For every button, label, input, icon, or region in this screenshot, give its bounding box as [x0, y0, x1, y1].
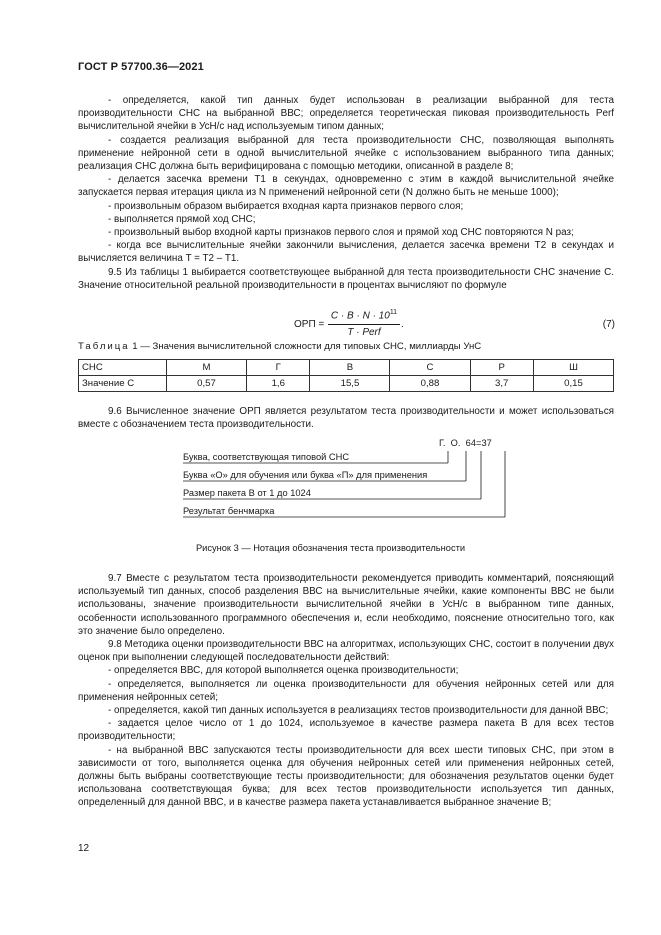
notation-code — [439, 438, 492, 448]
formula-7 — [282, 306, 622, 342]
paragraph-9-7: 9.7 Вместе с результатом теста производительности рекомендуется приводить комментарий, поясняющий используемый тип данных, способ разделения ВВС на вычислительные ячейки, какие компоненты ВВС не были использованы, значение производительности вычислительной ячейки в УсН/с в выбранном типе данных, особенности использованного программного обеспечения и, если необходимо, пояснение относительно того, как это значение было определено. — [78, 573, 614, 637]
table-row — [79, 376, 614, 392]
paragraph: - выполняется прямой ход СНС; — [108, 213, 256, 225]
table-caption-text: 1 — Значения вычислительной сложности для типовых СНС, миллиарды УнС — [132, 341, 482, 352]
formula-numerator — [328, 306, 400, 323]
table-cell: 15,5 — [310, 376, 390, 392]
code-batch-size: 64 — [465, 438, 476, 448]
table-header-cell: М — [167, 360, 247, 376]
table-cell: 3,7 — [470, 376, 533, 392]
fraction-bar — [328, 324, 400, 325]
paragraph: - задается целое число от 1 до 1024, используемое в качестве размера пакета B для всех тестов производительности; — [78, 718, 614, 743]
paragraph: - определяется, какой тип данных будет использован в реализации выбранной для теста производительности СНС на выбранной ВВС; определяется теоретическая пиковая производительность Perf вычислительной ячейки в УсН/с над используемым типом данных; — [78, 95, 614, 133]
table-header-cell: Г — [247, 360, 310, 376]
document-header: ГОСТ Р 57700.36—2021 — [78, 61, 204, 73]
paragraph: - делается засечка времени T1 в секундах, одновременно с этим в каждой вычислительной ячейке запускается первая итерация цикла из N применений нейронной сети (N должно быть не меньше 1000); — [78, 174, 614, 199]
text-block-methodology-steps — [78, 94, 614, 292]
paragraph: - когда все вычислительные ячейки закончили вычисления, делается засечка времени T2 в секундах и вычисляется величина T = T2 – T1. — [78, 240, 614, 265]
formula-number: (7) — [602, 319, 615, 330]
figure-3-notation-diagram — [183, 438, 513, 533]
table-header-cell: Р — [470, 360, 533, 376]
code-result: 37 — [481, 438, 492, 448]
paragraph-9-6: 9.6 Вычисленное значение ОРП является результатом теста производительности и может использоваться вместе с обозначением теста производительности. — [78, 406, 614, 431]
notation-label: Размер пакета B от 1 до 1024 — [183, 488, 311, 498]
paragraph: - определяется, какой тип данных используется в реализациях тестов производительности для данной ВВС; — [108, 705, 609, 717]
code-equals: = — [476, 438, 482, 448]
paragraph: - на выбранной ВВС запускаются тесты производительности для всех шести типовых СНС, при этом в зависимости от того, выполняется оценка для обучения нейронных сетей или применения нейронных сетей, должны быть выбраны соответствующие тесты производительности; для обозначения результатов оценки будет использована соответствующая буква; для всех тестов производительности используется тип данных, определенный для данной ВВС, и в качестве размера пакета устанавливается выбранное значение B; — [78, 744, 614, 809]
paragraph-9-8: 9.8 Методика оценки производительности ВВС на алгоритмах, использующих СНС, состоит в получении двух оценок при выполнении следующей последовательности действий: — [78, 639, 614, 664]
notation-label: Буква, соответствующая типовой СНС — [183, 452, 350, 462]
formula-numerator-text: C · B · N · 10 — [330, 310, 390, 322]
table-cell: 0,15 — [533, 376, 613, 392]
table-header-cell: СНС — [79, 360, 167, 376]
table-caption-prefix: Таблица — [78, 341, 130, 352]
table-1-caption — [78, 341, 481, 352]
formula-fraction — [328, 306, 400, 340]
table-cell: 1,6 — [247, 376, 310, 392]
figure-3-caption: Рисунок 3 — Нотация обозначения теста производительности — [195, 543, 466, 553]
paragraph: - определяется, выполняется ли оценка производительности для обучения нейронных сетей или для применения нейронных сетей; — [78, 678, 614, 703]
paragraph: - произвольный выбор входной карты признаков первого слоя и прямой ход СНС повторяются N раз; — [108, 227, 574, 239]
formula-denominator: T · Perf — [347, 327, 381, 339]
table-row-label: Значение C — [79, 376, 167, 392]
table-header-cell: Ш — [533, 360, 613, 376]
page-number: 12 — [78, 843, 90, 854]
table-cell: 0,57 — [167, 376, 247, 392]
paragraph: - определяется ВВС, для которой выполняется оценка производительности; — [108, 665, 459, 677]
notation-label: Результат бенчмарка — [183, 506, 275, 516]
table-cell: 0,88 — [390, 376, 470, 392]
paragraph: - создается реализация выбранной для теста производительности СНС, позволяющая выполнять применение нейронной сети в одной вычислительной ячейке с использованием выбранного типа данных; реализация СНС должна быть верифицирована с помощью методики, описанной в разделе 8; — [78, 134, 614, 173]
table-1 — [78, 359, 614, 392]
table-header-cell: В — [310, 360, 390, 376]
text-block-9-6 — [78, 405, 614, 431]
text-block-9-7-9-8 — [78, 572, 614, 810]
table-header-row — [79, 360, 614, 376]
notation-label: Буква «О» для обучения или буква «П» для применения — [183, 470, 428, 480]
formula-period: . — [401, 319, 404, 330]
table-header-cell: С — [390, 360, 470, 376]
paragraph-9-5: 9.5 Из таблицы 1 выбирается соответствующее выбранной для теста производительности СНС значение C. Значение относительной реальной производительности в процентах вычисляют по формуле — [78, 266, 614, 291]
paragraph: - произвольным образом выбирается входная карта признаков первого слоя; — [108, 200, 464, 212]
code-letter-mode: О. — [450, 438, 461, 448]
formula-exponent: 11 — [389, 309, 398, 316]
formula-lhs: ОРП = — [294, 319, 325, 330]
code-letter-cnn: Г. — [439, 438, 446, 448]
